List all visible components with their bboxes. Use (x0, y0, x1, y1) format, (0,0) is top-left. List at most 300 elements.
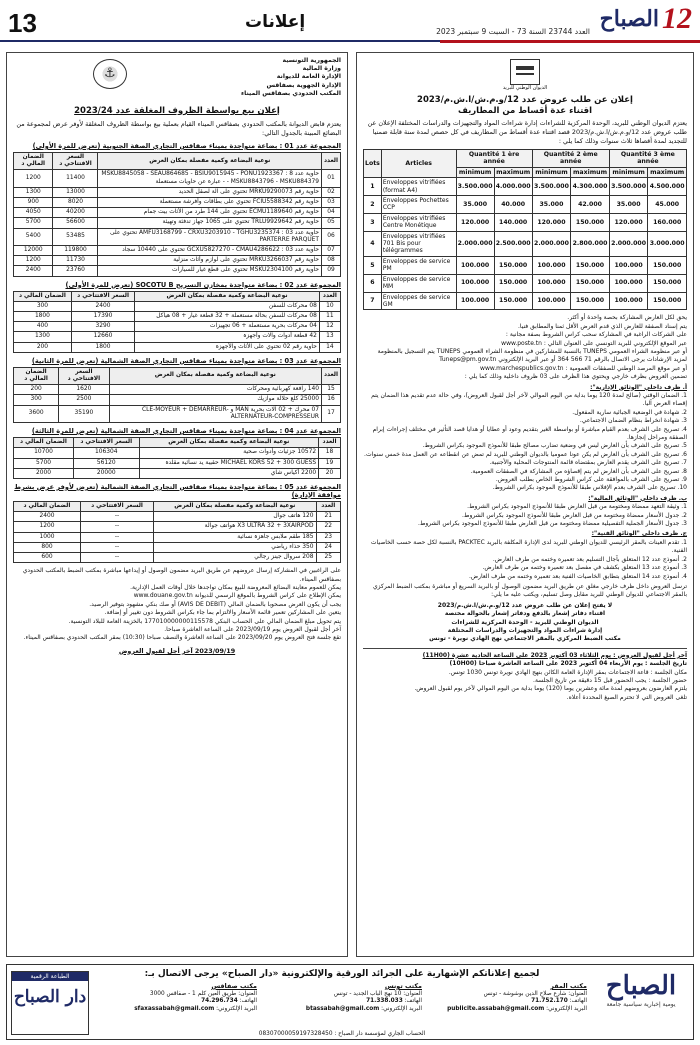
lot-cell: 21 (316, 512, 340, 522)
notice-intro: يعتزم قابض الديوانة بالمكتب الحدودي بصفاقس الميناء القيام بعملية بيع بواسطة الظروف المغلقة لأوفر عرض لمجموعة من البضائع المبينة بالجدول التالي: (16, 120, 341, 138)
envelope-label-line: لا يفتح إعلان عن طلب عروض عدد 12/و.م.ش/ا.ش.م/2023 (437, 601, 613, 609)
quantity-cell: 120.000 (532, 213, 571, 231)
lot-cell: 350 حذاء رياضي (154, 542, 316, 552)
office-phone-row (427, 998, 587, 1006)
quantity-cell: 100.000 (532, 292, 571, 310)
quantity-cell: 100.000 (456, 274, 494, 292)
envelope-label-line: الديوان الوطني للبريد - الوحدة المركزية للشراءات (451, 618, 599, 626)
lot-table-header: الضمان المالي د (14, 501, 81, 511)
quantity-cell: 150.000 (494, 274, 532, 292)
lot-row (14, 332, 341, 342)
lot-row (14, 246, 341, 256)
lot-cell: 185 طقم ملابس جاهزة نسائية (154, 532, 316, 542)
lot-cell: 1200 (14, 256, 53, 266)
tender-schedule (363, 648, 687, 702)
office-email: publicite.assabah@gmail.com (447, 1005, 545, 1012)
lot-cell: 15 (322, 385, 341, 395)
lot-cell: 2400 (71, 301, 134, 311)
agency-line: الجمهورية التونسية (282, 57, 341, 64)
lot-table-header: نوعية البضاعة وكمية مفصلة بمكان العرض (135, 291, 320, 301)
lot-cell: 208 سروال جينز رجالي (154, 552, 316, 562)
quantity-cell: 2.800.000 (571, 231, 610, 256)
lot-row (14, 542, 341, 552)
quantity-cell: 160.000 (648, 213, 687, 231)
lot-cell: -- (80, 542, 153, 552)
quantity-row (364, 231, 687, 256)
assabah-logo (593, 971, 689, 1035)
lot-cell: 13000 (53, 187, 98, 197)
logo-tag: الطباعة الرقمية (12, 972, 88, 981)
quantity-cell: 2.500.000 (494, 231, 532, 256)
lot-cell: 11400 (53, 170, 98, 187)
lot-cell: حاوية رقم FCIU5588342 تحتوي على بطاقات وأفرشة مستعملة (98, 198, 322, 208)
quantity-cell: 3.500.000 (456, 178, 494, 196)
envelope-item: 10. تصريح على الشرف بعدم الإفلاس طبقا للأنموذج الموجود بكراس الشروط. (492, 484, 687, 492)
lot-cell: 04 (322, 208, 341, 218)
lot-table-header: السعر الافتتاحي د (80, 501, 153, 511)
lot-row (14, 208, 341, 218)
logo-slogan: يومية إخبارية سياسية جامعة (606, 1001, 676, 1008)
tender-paragraph: على الشركات الراغبة في المشاركة سحب كراس الشروط بصفة مجانية : (505, 331, 687, 339)
office-email-row (262, 1006, 422, 1014)
quantity-cell: 2.000.000 (532, 231, 571, 256)
col-max: maximum (496, 168, 531, 176)
lot-number: 5 (364, 256, 382, 274)
col-articles: Articles (381, 150, 456, 178)
lot-cell: 300 (14, 301, 72, 311)
agency-line: الإدارة الجهوية بصفاقس (266, 81, 341, 89)
notice-header (13, 57, 341, 98)
condition-item: آخر أجل لقبول العروض يوم 2023/09/19 على الساعة العاشرة صباحا. (164, 625, 341, 633)
envelope-item: 1. الضمان الوقتي (صالح لمدة 120 يوما بداية من اليوم الموالي لآخر أجل لقبول العروض)، وفي حالة عدم تقديم هذا الضمان يتم إقصاء العرض آليا. (371, 391, 687, 408)
lot-table-header: نوعية البضاعة وكمية مفصلة بمكان العرض (154, 501, 316, 511)
lot-cell: 23760 (53, 266, 98, 276)
lot-cell: 4050 (14, 208, 53, 218)
lot-cell: 24 (316, 542, 340, 552)
lot-cell: 56600 (53, 218, 98, 228)
quantity-cell: 150.000 (494, 256, 532, 274)
quantity-cell: 45.000 (648, 196, 687, 214)
lot-row (14, 468, 341, 478)
opening-text: تاريخ الجلسة : يوم الأربعاء 04 أكتوبر 2023 على الساعة العاشرة صباحا (10H00) (449, 660, 687, 668)
envelope-a-list (363, 392, 687, 493)
envelope-item: 9. تصريح على الشرف بالموافقة على كراس الشروط الخاص بطلب العروض. (495, 476, 687, 484)
lot-table-header: السعر الافتتاحي د (73, 438, 139, 448)
quantity-cell: 150.000 (648, 292, 687, 310)
lot-row (14, 405, 341, 422)
lot-cell: 600 (14, 552, 81, 562)
lot-cell: 2400 (14, 266, 53, 276)
quantity-cell: 100.000 (532, 256, 571, 274)
office-email-label: البريد الإلكتروني: (546, 1005, 587, 1012)
lot-row (14, 198, 341, 208)
lot-row (14, 448, 341, 458)
quantity-cell: 42.000 (571, 196, 610, 214)
lot-cell: X3 ULTRA 32 + 3XAIRPOD هواتف جوالة (154, 522, 316, 532)
lot-cell: 3600 (14, 405, 59, 422)
lot-table-header: السعر الافتتاحي د (53, 153, 98, 170)
lot-cell: 02 (322, 187, 341, 197)
lot-cell: 25000 كلغ حلالة موازيك (109, 395, 321, 405)
lot-cell: -- (80, 532, 153, 542)
agency-line: الإدارة العامة للديوانة (276, 73, 341, 81)
col-year-2: Quantité 2 ème année (532, 150, 609, 168)
quantity-cell: 3.500.000 (609, 178, 648, 196)
quantity-cell: 150.000 (571, 213, 610, 231)
lot-cell: حاوية رقم 02 تحتوي على الأثاث والأجهزة (135, 342, 320, 352)
lot-number: 6 (364, 274, 382, 292)
quantity-cell: 150.000 (571, 292, 610, 310)
lot-cell: -- (80, 512, 153, 522)
lot-number: 4 (364, 231, 382, 256)
lot-cell: 2000 (14, 468, 74, 478)
lot-row (14, 322, 341, 332)
col-min: minimum (609, 167, 648, 177)
office-phone-row (97, 998, 257, 1006)
conditions-list (13, 567, 341, 643)
lot-number: 7 (364, 292, 382, 310)
col-year-3: Quantité 3 ème année (609, 150, 686, 168)
lot-row (14, 385, 341, 395)
lot-row (14, 552, 341, 562)
lot-cell: 13 (319, 332, 340, 342)
office-name: مكتب صفاقس (211, 982, 257, 990)
lot-cell: حاوية رقم MRKU3266037 تحتوي على لوازم وأثاث منزلية (98, 256, 322, 266)
lot-row (14, 266, 341, 276)
lot-row (14, 342, 341, 352)
lot-cell: 1300 (14, 332, 72, 342)
article-name: Enveloppes Pochettes CCP (381, 196, 456, 214)
customs-sale-notice (6, 52, 348, 957)
envelope-item: 2. شهادة في الوضعية الجبائية سارية المفعول. (572, 408, 687, 416)
lot-table-header: الضمان المالي د (14, 438, 74, 448)
lot-cell: 56120 (73, 458, 139, 468)
office-email: btassabah@gmail.com (305, 1005, 380, 1012)
lot-cell: حاوية عدد 03 : GCXU5827270 - CMAU4286622 تحتوي على 10440 سجاد (98, 246, 322, 256)
lot-cell: 01 (322, 170, 341, 187)
lot-cell: 10 (319, 301, 340, 311)
lot-cell: 17 (322, 405, 341, 422)
article-name: Enveloppes de service MM (381, 274, 456, 292)
group-title: المجموعة عدد 03 : بضاعة متواجدة بميناء صفاقس التجاري الصفة الشمالية (تعرض للمرة الثانية) (31, 356, 341, 365)
quantity-row (364, 196, 687, 214)
office-phone: 71.338.033 (366, 998, 403, 1005)
quantity-cell: 100.000 (456, 256, 494, 274)
lot-cell: 119800 (53, 246, 98, 256)
lot-cell: 10572 جزئيات وأدوات صحية (139, 448, 319, 458)
envelope-item: 2. أنموذج عدد 12 المتعلق بآجال التسليم بعد تعميره وختمه من طرف العارض. (492, 555, 687, 563)
tender-title (363, 95, 687, 117)
quantity-cell: 150.000 (494, 292, 532, 310)
brand-number: 12 (662, 2, 692, 35)
masthead-accent-rule (440, 40, 700, 43)
condition-item: يمكن للعموم معاينة البضائع المعروضة للبيع بمكان تواجدها خلال أوقات العمل الإدارية. (130, 583, 341, 591)
lot-cell: 5400 (14, 228, 53, 245)
quantity-cell: 100.000 (456, 292, 494, 310)
envelope-item: 3. أنموذج عدد 13 المتعلق بكشف في مفصل بعد تعميره وختمه من طرف العارض. (482, 564, 687, 572)
lot-cell: 200 (14, 342, 72, 352)
office-phone-label: الهاتف: (404, 998, 422, 1005)
lot-cell: 400 (14, 322, 72, 332)
quantity-cell: 40.000 (494, 196, 532, 214)
agency-line: وزارة المالية (302, 65, 341, 73)
lot-table (13, 367, 341, 423)
lot-row (14, 170, 341, 187)
quantity-cell: 100.000 (609, 256, 648, 274)
envelope-a-title: أ. ظرف داخلي "الوثائق الإدارية": (590, 383, 687, 391)
quantity-cell: 150.000 (571, 274, 610, 292)
quantity-cell: 4.000.000 (494, 178, 532, 196)
quantity-cell: 35.000 (456, 196, 494, 214)
quantity-cell: 150.000 (648, 256, 687, 274)
condition-item: يجب أن يكون العرض مصحوبا بالضمان المالي (AVIS DE DEBIT) أو صك بنكي مشهود بتوفير الرصيد. (89, 600, 341, 608)
quantity-cell: 3.500.000 (532, 178, 571, 196)
article-name: Enveloppes vitrifiées 701 Bis pour télégrammes (381, 231, 456, 256)
customs-seal-icon (93, 59, 127, 89)
lot-cell: 11730 (53, 256, 98, 266)
lot-cell: 1800 (14, 312, 72, 322)
section-title: إعلانات (245, 12, 306, 32)
group-title: المجموعة عدد 04 : بضاعة متواجدة بميناء صفاقس التجاري الصفة الشمالية (تعرض للمرة الثالثة) (31, 427, 341, 436)
lot-cell: 900 (14, 198, 53, 208)
bank-line: الحساب الجاري لمؤسسة دار الصباح : 08307000059197328450 (258, 1031, 426, 1037)
envelope-item: 6. تصريح على الشرف بأن العارض لم يكن عونا عموميا بالديوان الوطني للبريد لم تمض عن انقطاعه عن العمل مدة خمس سنوات. (364, 450, 687, 458)
lot-cell: 2200 أكياس شاي (139, 468, 319, 478)
quantity-row (364, 274, 687, 292)
lot-cell: 800 (14, 542, 81, 552)
condition-item: يتم تحويل مبلغ الضمان المالي على الحساب البنكي 177010000000115578 بالخزينة العامة للبلاد التونسية. (68, 617, 341, 625)
quantity-cell: 150.000 (571, 256, 610, 274)
lot-cell: -- (80, 552, 153, 562)
lot-cell: 08 (322, 256, 341, 266)
notice-title: إعلان بيع بواسطة الظروف المغلقة عدد 2023/24 (74, 106, 280, 117)
logo-name: الصباح (605, 971, 677, 1001)
lot-table-header: الضمان المالي د (14, 367, 59, 384)
lot-table-header: الضمان المالي د (14, 291, 72, 301)
lot-row (14, 512, 341, 522)
office-phone-row (262, 998, 422, 1006)
lot-cell: 53485 (53, 228, 98, 245)
lot-cell: 05 (322, 218, 341, 228)
envelope-item: 1. تقدم العينات بالمقر الرئيسي للديوان الوطني للبريد لدى الإدارة المكلفة بالبريد PACKTEC بالنسبة لكل حصة حسب الخاصيات الفنية. (370, 538, 687, 555)
office-block (427, 983, 587, 1013)
postal-tender-notice (356, 52, 694, 957)
lot-cell: 17390 (71, 312, 134, 322)
postal-logo-caption: الديوان الوطني للبريد (502, 85, 548, 91)
quantity-row (364, 213, 687, 231)
lot-cell: 19 (319, 458, 341, 468)
tender-paragraph: يحق لكل العارض المشاركة بحصة واحدة أو أكثر. (567, 314, 687, 322)
quantity-cell: 100.000 (609, 274, 648, 292)
lot-groups (13, 142, 341, 563)
lot-cell: حاوية رقم TRLU9929642 تحتوي على 1065 جهاز تدفئة وتهيئة (98, 218, 322, 228)
envelope-label (363, 602, 687, 644)
envelope-item: 3. جدول الأسعار الجملية التفصيلية ممضاة ومختومة من قبل العارض طبقا للأنموذج الموجود بكراس الشروط. (417, 520, 687, 528)
lot-table-header: نوعية البضاعة وكمية مفصلة بمكان العرض (98, 153, 322, 170)
masthead (0, 0, 700, 44)
lot-row (14, 458, 341, 468)
envelope-item: 1. وثيقة التعهد ممضاة ومختومة من قبل العارض طبقا للأنموذج الموجود بكراس الشروط. (467, 503, 687, 511)
lot-cell: حاوية عدد 03 : AMFU3168799 - CRXU3203910 - TGHU3235374 تحتوي على PARTERRE PARQUET (98, 228, 322, 245)
agency-block (241, 57, 341, 98)
envelope-label-line: اقتناء دفاتر إشعار بالدفع ودفاتر إشعار بالحوالة مختصة (444, 610, 606, 618)
lot-cell: 1200 (14, 522, 81, 532)
lot-table (13, 291, 341, 353)
quantity-cell: 2.000.000 (609, 231, 648, 256)
lot-cell: 3290 (71, 322, 134, 332)
envelope-item: 3. شهادة انخراط بنظام الضمان الاجتماعي. (579, 417, 687, 425)
lot-cell: 120 هاتف جوال (154, 512, 316, 522)
footer-ad-contacts (6, 964, 694, 1040)
lot-cell: 12 (319, 322, 340, 332)
envelope-item: 7. تصريح على الشرف يقدم العارض بمقتضاه قائمة المنتوجات المحلية والأجنبية. (489, 459, 687, 467)
envelope-label-line: إدارة شراءات المواد والتجهيزات والدراسات المختلفة (447, 626, 603, 634)
lot-cell: 04 محركات بحرية مستعملة + 06 تجهيزات (135, 322, 320, 332)
lot-table-header: العدد (319, 291, 340, 301)
lot-table-header: السعر الافتتاحي د (59, 367, 109, 384)
lot-table-header: الضمان المالي د (14, 153, 53, 170)
tender-title-line: اقتناء عدة أقساط من المطاريف (457, 106, 593, 116)
logo-name: دار الصباح (13, 987, 87, 1007)
col-max: maximum (648, 167, 687, 177)
envelope-b-title: ب. ظرف داخلي "الوثائق المالية": (588, 494, 687, 502)
envelope-item: 5. تصريح على الشرف بأن العارض ليس في وضعية تضارب مصالح طبقا للأنموذج الموجود بكراس الشروط. (422, 442, 687, 450)
article-name: Enveloppes de service GM (381, 292, 456, 310)
lot-cell: 22 (316, 522, 340, 532)
lot-cell: 08 محركات للسفن (135, 301, 320, 311)
col-lots: Lots (364, 150, 382, 178)
lot-cell: 06 (322, 228, 341, 245)
col-max: maximum (571, 167, 610, 177)
lot-table-header: العدد (322, 153, 341, 170)
lot-table-header: العدد (319, 438, 341, 448)
office-address: العنوان: شارع صلاح الدين بوشوشة - تونس (483, 990, 587, 997)
lot-cell: 140 رافعة كهربائية ومحركات (109, 385, 321, 395)
tender-paragraph: أو عبر منظومة الشراء العمومي TUNEPS بالنسبة للمشاركين في منظومة الشراء العمومي TUNEPS يتم التسجيل بالمنظومة لمزيد الإرشادات يرجى الاتصال بالرقم 71 566 364 أو عبر البريد الإلكتروني Tuneps@pm.gov.tn (377, 347, 687, 364)
envelope-c-title: ج. ظرف داخلي "الوثائق الفنية": (591, 530, 687, 538)
lot-cell: 35190 (59, 405, 109, 422)
tender-paragraph: يتم إسناد الصفقة للعارض الذي قدم العرض الأقل ثمنا والمطابق فنيا. (517, 322, 687, 330)
tender-paragraph: أو عبر موقع المرصد الوطني للصفقات العمومية : www.marchespublics.gov.tn (480, 364, 687, 372)
tender-paragraph: تضمين العروض بظرف خارجي ويحتوي هذا الظرف على 03 ظروف داخلية وذلك كما يلي : (464, 373, 687, 381)
quantity-cell: 120.000 (456, 213, 494, 231)
brand-logo (600, 2, 692, 36)
lot-cell: -- (80, 522, 153, 532)
envelope-b-list (363, 503, 687, 528)
office-name: مكتب تونس (384, 982, 422, 990)
office-phone-label: الهاتف: (239, 998, 257, 1005)
office-email-label: البريد الإلكتروني: (381, 1005, 422, 1012)
lot-cell: 07 (322, 246, 341, 256)
lot-cell: 42 قطعة أدوات وآلات وأجهزة (135, 332, 320, 342)
lot-row (14, 218, 341, 228)
lot-cell: 12660 (71, 332, 134, 342)
lot-row (14, 301, 341, 311)
group-title: المجموعة عدد 01 : بضاعة متواجدة بميناء صفاقس التجاري الصفة الجنوبية (تعرض للمرة الأولى) (32, 142, 341, 151)
office-phone-label: الهاتف: (569, 998, 587, 1005)
envelope-item: 2. جدول الأسعار ممضاة ومختومة من قبل العارض طبقا للأنموذج الموجود بكراس الشروط. (461, 511, 687, 519)
envelope-item: 4. أنموذج عدد 14 المتعلق بتطابق الخاصيات الفنية بعد تعميره وختمه من طرف العارض. (468, 572, 687, 580)
lot-table (13, 152, 341, 277)
lot-table-header: نوعية البضاعة وكمية مفصلة بمكان العرض (109, 367, 321, 384)
col-min: minimum (456, 167, 494, 177)
lot-row (14, 532, 341, 542)
lot-cell: 03 (322, 198, 341, 208)
lot-row (14, 228, 341, 245)
lot-number: 1 (364, 178, 382, 196)
quantity-cell: 4.500.000 (648, 178, 687, 196)
lot-table (13, 437, 341, 479)
lot-cell: 07 محرك + 02 آلات بحرية MAN و CLE-MOYEUR + DEMARREUR-ALTERNATEUR-COMPRESSEUR (109, 405, 321, 422)
tender-title-line: إعلان عن طلب عروض عدد 12/و.م.ش/ا.ش.م/2023 (417, 95, 633, 105)
page-number: 13 (8, 8, 37, 38)
lot-cell: 1000 (14, 532, 81, 542)
lot-table-header: السعر الافتتاحي د (71, 291, 134, 301)
lot-row (14, 256, 341, 266)
article-name: Enveloppes vitrifiées (format A4) (381, 178, 456, 196)
lot-number: 2 (364, 196, 382, 214)
lot-cell: حاوية رقم MSKU2304100 تحتوي على قطع غيار للسيارات (98, 266, 322, 276)
signature-line: 2023/09/19 آخر أجل لقبول العروض (118, 646, 236, 655)
envelope-item: 4. تصريح على الشرف بعدم القيام مباشرة أو بواسطة الغير بتقديم وعود أو عطايا أو هدايا قصد التأثير في مختلف إجراءات إبرام الصفقة ومراحل إنجازها. (372, 425, 687, 441)
lot-row (14, 395, 341, 405)
condition-item: يمكن الإطلاع على كراس الشروط بالموقع الرسمي للديوانة www.douane.gov.tn (133, 592, 341, 600)
dar-assabah-logo (11, 971, 89, 1035)
postal-logo-icon (510, 59, 540, 85)
lot-cell: 16 (322, 395, 341, 405)
tender-intro: يعتزم الديوان الوطني للبريد، الوحدة المركزية للشراءات إدارة شراءات المواد والتجهيزات والدراسات المختلفة الإعلان عن طلب عروض عدد 12/و.م.ش/ا.ش.م/2023 قصد اقتناء عدة أقساط من المطاريف في كل حصص لمدة سنة قابلة ضمنيا للتجديد لمدة أقصاها ثلاث سنوات وذلك كما يلي : (367, 119, 687, 145)
closing-text: تلغى العروض التي لا تحترم الصيغ المحددة أعلاه. (566, 693, 687, 701)
lot-cell: 40200 (53, 208, 98, 218)
lot-cell: 106304 (73, 448, 139, 458)
condition-item: يتعين على المشاركين تعمير قائمة الأسعار والالتزام بما جاء بكراس الشروط دون تغيير أو إضافة. (104, 609, 341, 617)
agency-line: المكتب الحدودي بصفاقس الميناء (240, 89, 341, 97)
lot-cell: 1620 (59, 385, 109, 395)
office-phone: 71.752.170 (531, 998, 568, 1005)
quantity-cell: 2.000.000 (456, 231, 494, 256)
lot-cell: 25 (316, 552, 340, 562)
lot-cell: 20000 (73, 468, 139, 478)
lot-cell: 14 (319, 342, 340, 352)
office-email-row (427, 1006, 587, 1014)
quantities-table (363, 149, 687, 310)
issue-line: العدد 23744 السنة 73 - السبت 9 سبتمبر 2023 (436, 27, 590, 36)
envelope-item: 8. تصريح على الشرف بأن العارض لم يتم إقصاؤه من المشاركة في الصفقات العمومية. (470, 467, 687, 475)
lot-cell: 09 (322, 266, 341, 276)
envelope-c-list (363, 539, 687, 581)
condition-item: تقع جلسة فتح العروض يوم 2023/09/20 على الساعة العاشرة والنصف صباحا (10:30) بمقر المكتب الحدودي بصفاقس الميناء. (23, 634, 341, 642)
lot-cell: 11 (319, 312, 340, 322)
condition-item: على الراغبين في المشاركة إرسال عروضهم عن طريق البريد مضمون الوصول أو إيداعها مباشرة بمكتب الضبط بالمكتب الحدودي بصفاقس الميناء. (22, 567, 341, 583)
office-phone: 74.296.734 (201, 998, 238, 1005)
lot-cell: MICHAEL KORS 52 + 300 GUESS حقيبة يد نسائية مقلدة (139, 458, 319, 468)
office-email: sfaxassabah@gmail.com (134, 1005, 215, 1012)
lot-row (14, 187, 341, 197)
quantity-row (364, 178, 687, 196)
quantity-cell: 120.000 (609, 213, 648, 231)
quantity-cell: 4.300.000 (571, 178, 610, 196)
lot-cell: 8020 (53, 198, 98, 208)
envelope-label-line: مكتب الضبط المركزي بالمقر الاجتماعي نهج الهادي نويرة - تونس (429, 635, 621, 643)
tender-paragraph: عبر الموقع الإلكتروني للبريد التونسي على العنوان التالي : www.poste.tn (501, 339, 687, 347)
lot-cell: 12000 (14, 246, 53, 256)
attendance-text: حضور الجلسة : يجب الحضور قبل 15 دقيقة من تاريخ الجلسة. (533, 676, 687, 684)
office-name: مكتب المقر (550, 982, 587, 990)
quantity-cell: 100.000 (532, 274, 571, 292)
office-address: العنوان: 10 نهج الباب الجديد - تونس (333, 990, 422, 997)
quantity-cell: 3.000.000 (648, 231, 687, 256)
office-email-label: البريد الإلكتروني: (216, 1005, 257, 1012)
